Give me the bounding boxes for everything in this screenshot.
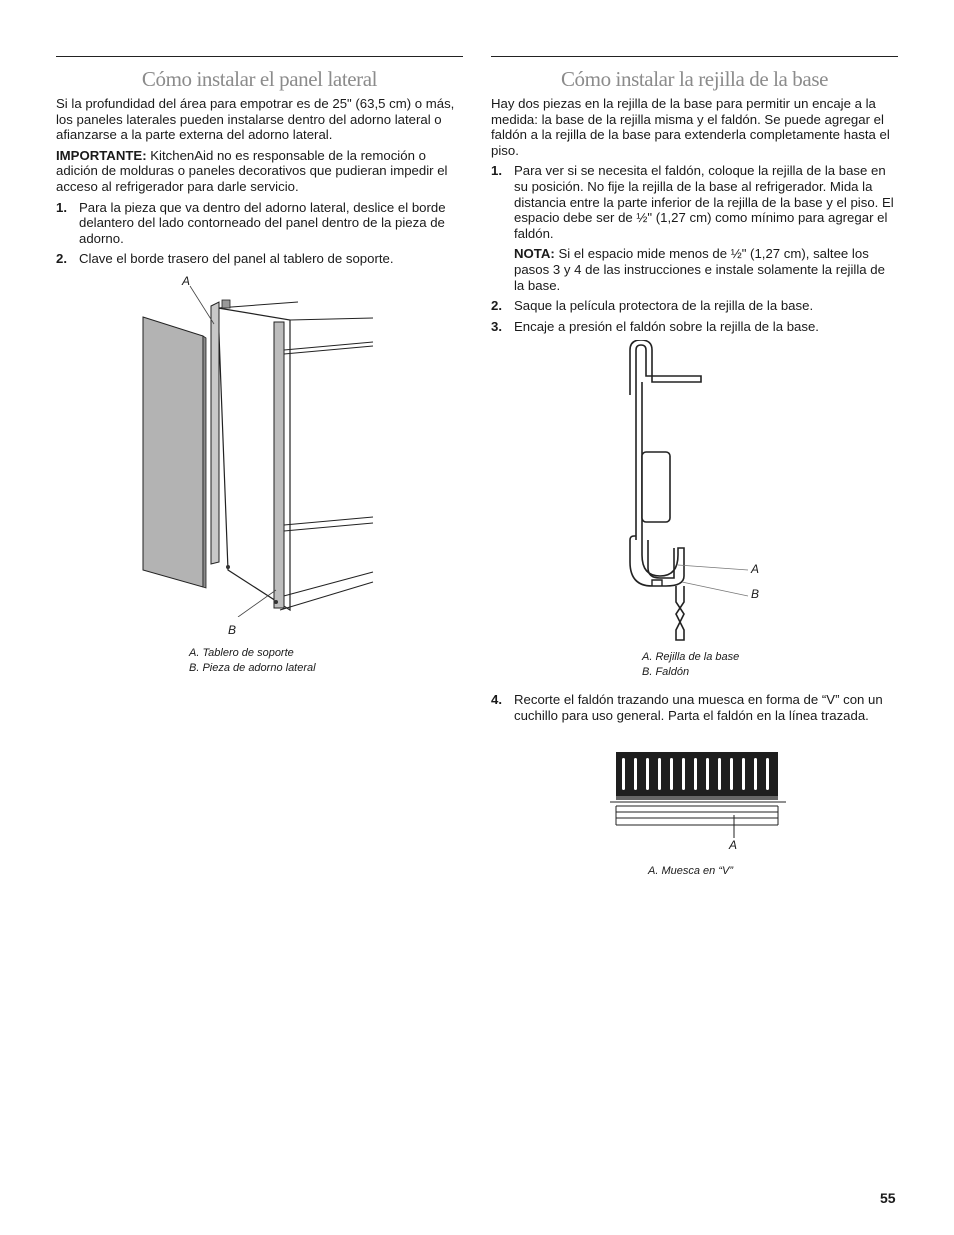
right-step-2 bbox=[491, 298, 898, 314]
grille-caption bbox=[642, 650, 802, 680]
grille-slot bbox=[754, 758, 757, 790]
step-text: Encaje a presión el faldón sobre la rejilla de la base. bbox=[514, 318, 819, 334]
right-step-3 bbox=[491, 319, 898, 335]
figure-label-b: B bbox=[751, 587, 760, 601]
caption-a: A. Tablero de soporte bbox=[189, 647, 294, 659]
step-number: 2. bbox=[491, 298, 502, 314]
left-intro: Si la profundidad del área para empotrar es de 25" (63,5 cm) o más, los paneles laterales pueden instalarse dentro del adorno lateral o afianzarse a la parte externa del adorno lateral. bbox=[56, 96, 455, 143]
v-notch-caption: A. Muesca en “V” bbox=[648, 865, 733, 877]
grille-slot bbox=[694, 758, 697, 790]
right-intro: Hay dos piezas en la rejilla de la base para permitir un encaje a la medida: la base de la rejilla misma y el faldón. Se puede agregar el faldón a la rejilla de la base para extenderla completamente hasta el piso. bbox=[491, 96, 890, 158]
figure-label-a: A bbox=[182, 274, 191, 288]
step-number: 2. bbox=[56, 251, 67, 267]
v-notch-illustration bbox=[610, 750, 790, 838]
grille-profile-illustration bbox=[600, 340, 800, 645]
important-label: IMPORTANTE: bbox=[56, 147, 147, 163]
important-note bbox=[56, 148, 463, 195]
grille-slot bbox=[742, 758, 745, 790]
side-panel-caption bbox=[189, 646, 389, 676]
right-section-title: Cómo instalar la rejilla de la base bbox=[560, 67, 829, 91]
page-number: 55 bbox=[880, 1190, 896, 1206]
step-text: Saque la película protectora de la rejilla de la base. bbox=[514, 298, 814, 314]
right-step-4 bbox=[491, 692, 898, 728]
step-number: 1. bbox=[56, 199, 67, 215]
caption-a: A. Rejilla de la base bbox=[642, 651, 740, 663]
step-text: Clave el borde trasero del panel al tablero de soporte. bbox=[79, 251, 394, 267]
step-text: Para ver si se necesita el faldón, coloque la rejilla de la base en su posición. No fije la rejilla de la base al refrigerador. Mida la distancia entre la parte inferior de la rejilla de la base y el piso. El espacio debe ser de ½" (1,27 cm) como mínimo para agregar el faldón. bbox=[514, 163, 894, 241]
grille-slot bbox=[706, 758, 709, 790]
caption-b: B. Faldón bbox=[642, 666, 690, 678]
figure-label-b: B bbox=[228, 623, 237, 637]
figure-label-a: A bbox=[729, 838, 738, 852]
grille-slot bbox=[658, 758, 661, 790]
step-number: 1. bbox=[491, 163, 502, 179]
step-number: 3. bbox=[491, 318, 502, 334]
left-step-1 bbox=[56, 200, 463, 247]
right-top-rule bbox=[491, 56, 898, 57]
figure-label-a: A bbox=[751, 562, 760, 576]
left-step-2 bbox=[56, 251, 463, 267]
grille-slot bbox=[634, 758, 637, 790]
note-label: NOTA: bbox=[514, 246, 555, 262]
side-panel-illustration bbox=[130, 272, 390, 617]
left-top-rule bbox=[56, 56, 463, 57]
step-number: 4. bbox=[491, 692, 502, 707]
grille-slot bbox=[766, 758, 769, 790]
grille-slot bbox=[718, 758, 721, 790]
left-section-title: Cómo instalar el panel lateral bbox=[141, 67, 378, 91]
note bbox=[514, 246, 898, 293]
important-text: KitchenAid no es responsable de la remoción o adición de molduras o paneles decorativos que pudieran impedir el acceso al refrigerador para darle servicio. bbox=[56, 147, 448, 194]
right-step-1 bbox=[491, 163, 898, 293]
caption-b: B. Pieza de adorno lateral bbox=[189, 662, 316, 674]
note-text: Si el espacio mide menos de ½" (1,27 cm), saltee los pasos 3 y 4 de las instrucciones e instale solamente la rejilla de la base. bbox=[514, 246, 885, 293]
v-notch-figure bbox=[610, 750, 790, 885]
grille-slot bbox=[670, 758, 673, 790]
grille-slot bbox=[622, 758, 625, 790]
side-panel-figure bbox=[130, 272, 390, 672]
grille-slot bbox=[646, 758, 649, 790]
grille-slot bbox=[730, 758, 733, 790]
left-column bbox=[56, 58, 463, 272]
right-column bbox=[491, 58, 898, 339]
grille-slot bbox=[682, 758, 685, 790]
step-text: Recorte el faldón trazando una muesca en forma de “V” con un cuchillo para uso general. Parta el faldón en la línea trazada. bbox=[514, 692, 883, 723]
base-grille-figure bbox=[600, 340, 800, 685]
step-text: Para la pieza que va dentro del adorno lateral, deslice el borde delantero del lado contorneado del panel dentro de la pieza de adorno. bbox=[79, 199, 446, 246]
